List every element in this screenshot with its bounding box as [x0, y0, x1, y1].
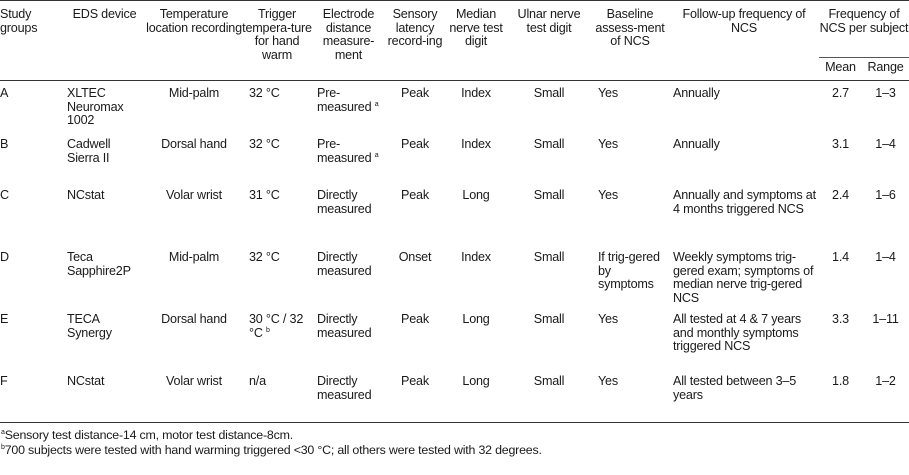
cell-followup: [669, 245, 819, 307]
cell-device-text: NCstat: [67, 374, 105, 388]
cell-followup-text: All tested between 3–5 years: [673, 374, 797, 402]
table-row: [0, 369, 909, 423]
header-frequency: Frequency of NCS per subject: [819, 1, 909, 58]
cell-baseline-text: Yes: [598, 86, 618, 100]
cell-followup-text: Annually: [673, 86, 720, 100]
cell-electrode-text: Directly measured: [317, 188, 372, 216]
cell-baseline-text: Yes: [598, 312, 618, 326]
header-sensory-latency: Sensory latency record-ing: [385, 1, 445, 81]
cell-device-text: XLTEC Neuromax 1002: [67, 86, 124, 128]
cell-trigger-temp-text: 32 °C: [249, 86, 280, 100]
cell-followup: [669, 132, 819, 183]
header-temperature-location: Temperature location recording: [146, 1, 242, 81]
cell-median: [445, 307, 507, 369]
cell-range: [862, 183, 909, 245]
cell-ulnar-text: Small: [533, 250, 565, 264]
cell-latency-text: Peak: [401, 137, 429, 151]
cell-trigger-temp-footnote-mark: b: [266, 326, 270, 334]
table-row: [0, 132, 909, 183]
cell-trigger-temp: [242, 369, 312, 423]
cell-device-text: Cadwell Sierra II: [67, 137, 111, 165]
cell-mean: [819, 132, 862, 183]
cell-trigger-temp: [242, 245, 312, 307]
cell-median: [445, 183, 507, 245]
table-header: [0, 1, 909, 81]
cell-baseline: [591, 183, 669, 245]
cell-electrode: [312, 183, 385, 245]
cell-mean-text: 3.3: [832, 312, 849, 326]
cell-trigger-temp-text: 32 °C: [249, 250, 280, 264]
cell-median-text: Long: [462, 374, 490, 388]
cell-median: [445, 245, 507, 307]
cell-trigger-temp-text: n/a: [249, 374, 266, 388]
cell-median: [445, 132, 507, 183]
cell-latency: [385, 307, 445, 369]
cell-ulnar: [507, 132, 591, 183]
cell-trigger-temp-text: 31 °C: [249, 188, 280, 202]
cell-latency: [385, 369, 445, 423]
cell-electrode: [312, 245, 385, 307]
cell-device-text: TECA Synergy: [67, 312, 112, 340]
cell-group: [0, 183, 63, 245]
cell-baseline: [591, 132, 669, 183]
cell-temp-location: [146, 245, 242, 307]
cell-latency-text: Onset: [398, 250, 432, 264]
header-median-nerve: Median nerve test digit: [445, 1, 507, 81]
cell-mean: [819, 245, 862, 307]
cell-median: [445, 369, 507, 423]
cell-latency-text: Peak: [401, 86, 429, 100]
cell-baseline: [591, 81, 669, 133]
cell-temp-location: [146, 81, 242, 133]
cell-ulnar-text: Small: [533, 374, 565, 388]
header-trigger-temperature: Trigger tempera-ture for hand warm: [242, 1, 312, 81]
cell-ulnar: [507, 307, 591, 369]
cell-mean: [819, 81, 862, 133]
cell-mean-text: 2.4: [832, 188, 849, 202]
cell-electrode: [312, 132, 385, 183]
cell-device: [63, 81, 146, 133]
cell-group-text: C: [0, 188, 9, 202]
cell-trigger-temp: [242, 132, 312, 183]
cell-followup-text: Weekly symptoms trig-gered exam; symptoms of median nerve trig-gered NCS: [673, 250, 814, 305]
cell-baseline-text: Yes: [598, 374, 618, 388]
table-row: [0, 81, 909, 133]
cell-median-text: Long: [462, 188, 490, 202]
cell-temp-location-text: Dorsal hand: [161, 137, 227, 151]
cell-range: [862, 81, 909, 133]
cell-followup-text: Annually: [673, 137, 720, 151]
cell-temp-location-text: Mid-palm: [168, 250, 220, 264]
footnote-b-mark: b: [1, 444, 5, 451]
cell-trigger-temp-text: 32 °C: [249, 137, 280, 151]
footnote-a-mark: a: [1, 429, 5, 436]
cell-electrode-footnote-mark: a: [374, 151, 379, 159]
cell-group: [0, 307, 63, 369]
cell-median-text: Index: [461, 86, 491, 100]
cell-ulnar: [507, 245, 591, 307]
cell-temp-location: [146, 307, 242, 369]
cell-ulnar: [507, 81, 591, 133]
cell-mean: [819, 307, 862, 369]
cell-temp-location: [146, 183, 242, 245]
cell-group: [0, 245, 63, 307]
table-row: [0, 245, 909, 307]
cell-followup: [669, 369, 819, 423]
table-body: [0, 81, 909, 423]
header-mean: Mean: [819, 58, 862, 81]
cell-group-text: B: [0, 137, 9, 151]
cell-followup: [669, 307, 819, 369]
header-range: Range: [862, 58, 909, 81]
cell-latency: [385, 81, 445, 133]
cell-mean: [819, 369, 862, 423]
cell-electrode-footnote-mark: a: [374, 100, 379, 108]
cell-electrode-text: Pre-measured: [317, 86, 372, 114]
cell-range-text: 1–2: [875, 374, 896, 388]
header-baseline: Baseline assess-ment of NCS: [591, 1, 669, 81]
cell-mean-text: 1.8: [832, 374, 849, 388]
cell-followup-text: Annually and symptoms at 4 months triggered NCS: [673, 188, 816, 216]
cell-median-text: Long: [462, 312, 490, 326]
cell-range: [862, 245, 909, 307]
cell-device-text: Teca Sapphire2P: [67, 250, 131, 278]
cell-temp-location: [146, 369, 242, 423]
cell-followup: [669, 183, 819, 245]
cell-range-text: 1–11: [872, 312, 899, 326]
footnote-b-text: 700 subjects were tested with hand warming triggered <30 °C; all others were tested with 32 degrees.: [4, 443, 542, 457]
cell-device: [63, 369, 146, 423]
cell-ulnar-text: Small: [533, 86, 565, 100]
cell-ulnar-text: Small: [533, 188, 565, 202]
cell-device: [63, 245, 146, 307]
cell-latency: [385, 132, 445, 183]
cell-device: [63, 307, 146, 369]
cell-mean-text: 3.1: [832, 137, 849, 151]
cell-temp-location: [146, 132, 242, 183]
cell-trigger-temp: [242, 307, 312, 369]
cell-median-text: Index: [461, 250, 491, 264]
cell-baseline: [591, 369, 669, 423]
cell-mean-text: 2.7: [832, 86, 849, 100]
cell-electrode: [312, 81, 385, 133]
cell-trigger-temp-text: 30 °C / 32 °C: [249, 312, 304, 340]
cell-device: [63, 183, 146, 245]
header-electrode-distance: Electrode distance measure-ment: [312, 1, 385, 81]
cell-latency-text: Peak: [401, 312, 429, 326]
header-ulnar-nerve: Ulnar nerve test digit: [507, 1, 591, 81]
cell-ulnar-text: Small: [533, 312, 565, 326]
cell-group: [0, 132, 63, 183]
cell-median: [445, 81, 507, 133]
cell-temp-location-text: Volar wrist: [166, 374, 222, 388]
cell-range: [862, 307, 909, 369]
footnote-a-text: Sensory test distance-14 cm, motor test distance-8cm.: [4, 428, 293, 442]
cell-followup-text: All tested at 4 & 7 years and monthly symptoms triggered NCS: [673, 312, 802, 354]
cell-baseline: [591, 307, 669, 369]
cell-temp-location-text: Dorsal hand: [161, 312, 227, 326]
cell-baseline-text: If trig-gered by symptoms: [598, 250, 660, 292]
cell-trigger-temp: [242, 183, 312, 245]
cell-group-text: D: [0, 250, 9, 264]
cell-electrode-text: Pre-measured: [317, 137, 372, 165]
cell-mean: [819, 183, 862, 245]
header-study-groups: Study groups: [0, 1, 63, 81]
cell-ulnar: [507, 369, 591, 423]
cell-ulnar-text: Small: [533, 137, 565, 151]
cell-followup: [669, 81, 819, 133]
cell-latency-text: Peak: [401, 374, 429, 388]
cell-baseline-text: Yes: [598, 137, 618, 151]
cell-temp-location-text: Mid-palm: [168, 86, 220, 100]
header-eds-device: EDS device: [63, 1, 146, 81]
cell-median-text: Index: [461, 137, 491, 151]
cell-electrode: [312, 369, 385, 423]
cell-group-text: A: [0, 86, 9, 100]
cell-range-text: 1–6: [875, 188, 896, 202]
cell-range-text: 1–3: [875, 86, 896, 100]
cell-latency-text: Peak: [401, 188, 429, 202]
cell-group: [0, 369, 63, 423]
cell-latency: [385, 183, 445, 245]
cell-ulnar: [507, 183, 591, 245]
cell-baseline: [591, 245, 669, 307]
cell-group-text: F: [0, 374, 8, 388]
cell-electrode-text: Directly measured: [317, 250, 372, 278]
cell-range: [862, 132, 909, 183]
footnote-a: [0, 428, 909, 443]
cell-group: [0, 81, 63, 133]
cell-electrode-text: Directly measured: [317, 374, 372, 402]
header-followup: Follow-up frequency of NCS: [669, 1, 819, 81]
cell-group-text: E: [0, 312, 9, 326]
cell-range-text: 1–4: [875, 137, 896, 151]
cell-electrode-text: Directly measured: [317, 312, 372, 340]
cell-device: [63, 132, 146, 183]
table-row: [0, 307, 909, 369]
cell-trigger-temp: [242, 81, 312, 133]
cell-mean-text: 1.4: [832, 250, 849, 264]
cell-device-text: NCstat: [67, 188, 105, 202]
cell-temp-location-text: Volar wrist: [166, 188, 222, 202]
cell-latency: [385, 245, 445, 307]
cell-electrode: [312, 307, 385, 369]
cell-range: [862, 369, 909, 423]
cell-baseline-text: Yes: [598, 188, 618, 202]
footnote-b: [0, 443, 909, 458]
cell-range-text: 1–4: [875, 250, 896, 264]
table-row: [0, 183, 909, 245]
